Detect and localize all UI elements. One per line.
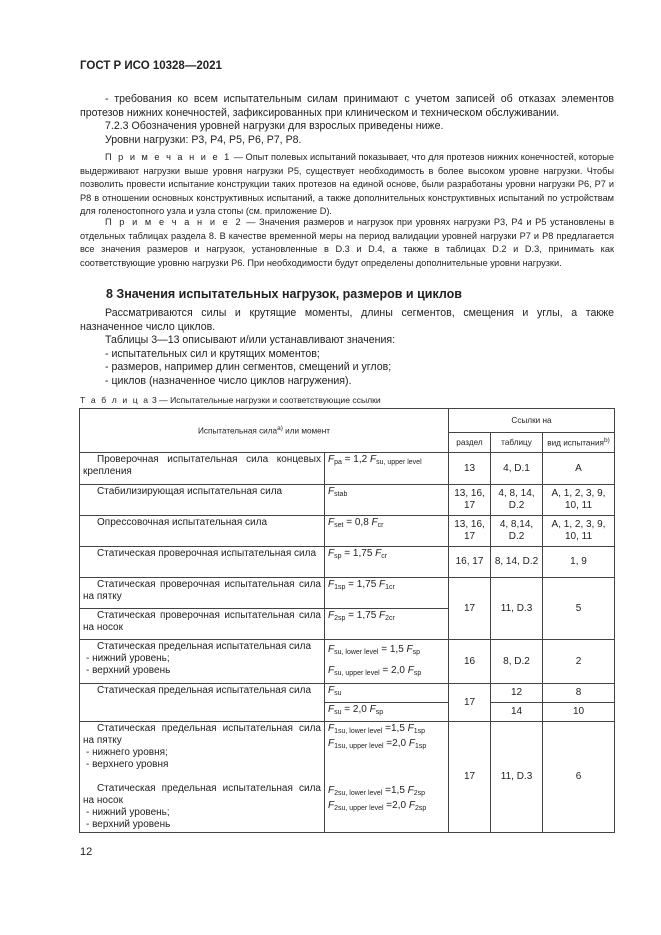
table-row <box>80 547 615 578</box>
list-item: - размеров, например длин сегментов, смещений и углов; <box>105 361 392 373</box>
row-formula: $F_{pa} = 1,2$ $F_{su, upper level}$ <box>325 453 449 485</box>
table-row <box>80 578 615 609</box>
page-number: 12 <box>80 846 93 858</box>
row-section: 13 <box>449 453 491 485</box>
row-test-type: 6 <box>543 722 615 833</box>
section-8-heading: 8 Значения испытательных нагрузок, размеров и циклов <box>106 287 462 301</box>
table-row <box>80 684 615 703</box>
table-row <box>80 516 615 547</box>
row-formula: $F_{1su, lower level} =1,5$ $F_{1sp}$ $F_{1su, upper level} =2,0$ $F_{1sp}$ $F_{2su, lower level} =1,5$ $F_{2sp}$ $F_{2su, upper level} =2,0$ $F_{2sp}$ <box>325 722 449 833</box>
table-row <box>80 453 615 485</box>
row-formula: $F_{set} = 0,8$ $F_{cr}$ <box>325 516 449 547</box>
header-force-or-moment: Испытательная сила$^{a)}$ или момент <box>80 409 449 453</box>
row-table: 4, 8,14, D.2 <box>491 516 543 547</box>
clause-7-2-3: 7.2.3 Обозначения уровней нагрузки для взрослых приведены ниже. <box>105 120 444 132</box>
row-section: 16, 17 <box>449 547 491 578</box>
row-label: Статическая предельная испытательная сила <box>80 684 325 722</box>
row-label: Статическая предельная испытательная сила - нижний уровень; - верхний уровень <box>80 640 325 684</box>
row-formula: $F_{2sp} = 1,75$ $F_{2cr}$ <box>325 609 449 640</box>
list-item: - испытательных сил и крутящих моментов; <box>105 347 320 360</box>
table-row <box>80 722 615 833</box>
row-test-type: A, 1, 2, 3, 9, 10, 11 <box>543 485 615 516</box>
table-caption <box>80 395 381 405</box>
note-1 <box>80 151 614 219</box>
note-2-text: — Значения размеров и нагрузок при уровнях нагрузки Р3, Р4 и Р5 установлены в отдельных таблицах раздела 8. В качестве временной меры на период валидации уровней нагрузки Р7 и Р8 предлагается все значения размеров и нагрузок, установленные в D.3 и D.4, а также в таблицах D.2 и D.3, принимать как соответствующие уровню нагрузки Р6. При необходимости будут определены дополнительные уровни нагрузки. <box>80 217 614 268</box>
load-levels-line: Уровни нагрузки: Р3, Р4, Р5, Р6, Р7, Р8. <box>105 133 302 146</box>
row-label: Проверочная испытательная сила концевых крепления <box>80 453 325 485</box>
row-table: 12 <box>491 684 543 703</box>
row-formula: $F_{stab}$ <box>325 485 449 516</box>
row-test-type: 10 <box>543 703 615 722</box>
row-label: Статическая предельная испытательная сила на пятку - нижнего уровня; - верхнего уровня Статическая предельная испытательная сила на носок - нижний уровень; - верхний уровень <box>80 722 325 833</box>
row-table: 4, D.1 <box>491 453 543 485</box>
header-table: таблицу <box>491 433 543 453</box>
intro-block <box>80 93 614 147</box>
row-label: Опрессовочная испытательная сила <box>80 516 325 547</box>
table-header-row <box>80 409 615 433</box>
row-label: Статическая проверочная испытательная сила на носок <box>80 609 325 640</box>
section-8-paragraph-2: Таблицы 3—13 описывают и/или устанавливают значения: <box>105 334 396 346</box>
table-row <box>80 640 615 684</box>
row-formula: $F_{sp} = 1,75$ $F_{cr}$ <box>325 547 449 578</box>
row-formula: $F_{su} = 2,0$ $F_{sp}$ <box>325 703 449 722</box>
row-formula: $F_{1sp} = 1,75$ $F_{1cr}$ <box>325 578 449 609</box>
row-section: 17 <box>449 722 491 833</box>
row-table: 11, D.3 <box>491 722 543 833</box>
row-test-type: A, 1, 2, 3, 9, 10, 11 <box>543 516 615 547</box>
row-table: 11, D.3 <box>491 578 543 640</box>
row-section: 16 <box>449 640 491 684</box>
row-table: 4, 8, 14, D.2 <box>491 485 543 516</box>
row-formula: $F_{su, lower level} = 1,5$ $F_{sp}$ $F_{su, upper level} = 2,0$ $F_{sp}$ <box>325 640 449 684</box>
table-caption-text: 3 — Испытательные нагрузки и соответствующие ссылки <box>151 395 381 405</box>
row-formula: $F_{su}$ <box>325 684 449 703</box>
row-table: 14 <box>491 703 543 722</box>
row-table: 8, D.2 <box>491 640 543 684</box>
table-caption-label: Т а б л и ц а <box>80 395 150 405</box>
list-item: - циклов (назначенное число циклов нагружения). <box>105 374 352 387</box>
row-test-type: 1, 9 <box>543 547 615 578</box>
row-section: 17 <box>449 684 491 722</box>
row-test-type: A <box>543 453 615 485</box>
header-test-type: вид испытания$^{b)}$ <box>543 433 615 453</box>
row-section: 13, 16, 17 <box>449 485 491 516</box>
note-1-text: — Опыт полевых испытаний показывает, что для протезов нижних конечностей, которые выдерживают нагрузки выше уровня нагрузки Р5, существует необходимость в более высоком уровне нагрузки. Чтобы позволить провести испытание конструкции таких протезов на единой основе, были разработаны уровни нагрузки Р6, Р7 и Р8 в отношении основных конструктивных испытаний, а также дополнительных конструктивных испытаний по устройствам для голеностопного узла и узла стопы (см. приложение D). <box>80 152 614 216</box>
row-section: 13, 16, 17 <box>449 516 491 547</box>
section-8-paragraph-1: Рассматриваются силы и крутящие моменты, длины сегментов, смещения и углы, а также назначенное число циклов. <box>80 307 614 333</box>
row-table: 8, 14, D.2 <box>491 547 543 578</box>
loads-table <box>79 408 615 833</box>
row-label: Статическая проверочная испытательная сила <box>80 547 325 578</box>
note-1-label: П р и м е ч а н и е 1 <box>105 152 232 162</box>
row-section: 17 <box>449 578 491 640</box>
header-references: Ссылки на <box>449 409 615 433</box>
note-2-label: П р и м е ч а н и е 2 <box>105 217 243 227</box>
row-test-type: 8 <box>543 684 615 703</box>
intro-paragraph: - требования ко всем испытательным силам принимают с учетом записей об отказах элементов протезов нижних конечностей, зафиксированных при клиническом и техническом обслуживании. <box>80 93 614 119</box>
row-test-type: 5 <box>543 578 615 640</box>
header-section: раздел <box>449 433 491 453</box>
row-label: Статическая проверочная испытательная сила на пятку <box>80 578 325 609</box>
row-label: Стабилизирующая испытательная сила <box>80 485 325 516</box>
row-test-type: 2 <box>543 640 615 684</box>
note-2 <box>80 216 614 270</box>
table-row <box>80 485 615 516</box>
document-header: ГОСТ Р ИСО 10328—2021 <box>80 60 222 72</box>
section-8-body <box>80 307 614 388</box>
